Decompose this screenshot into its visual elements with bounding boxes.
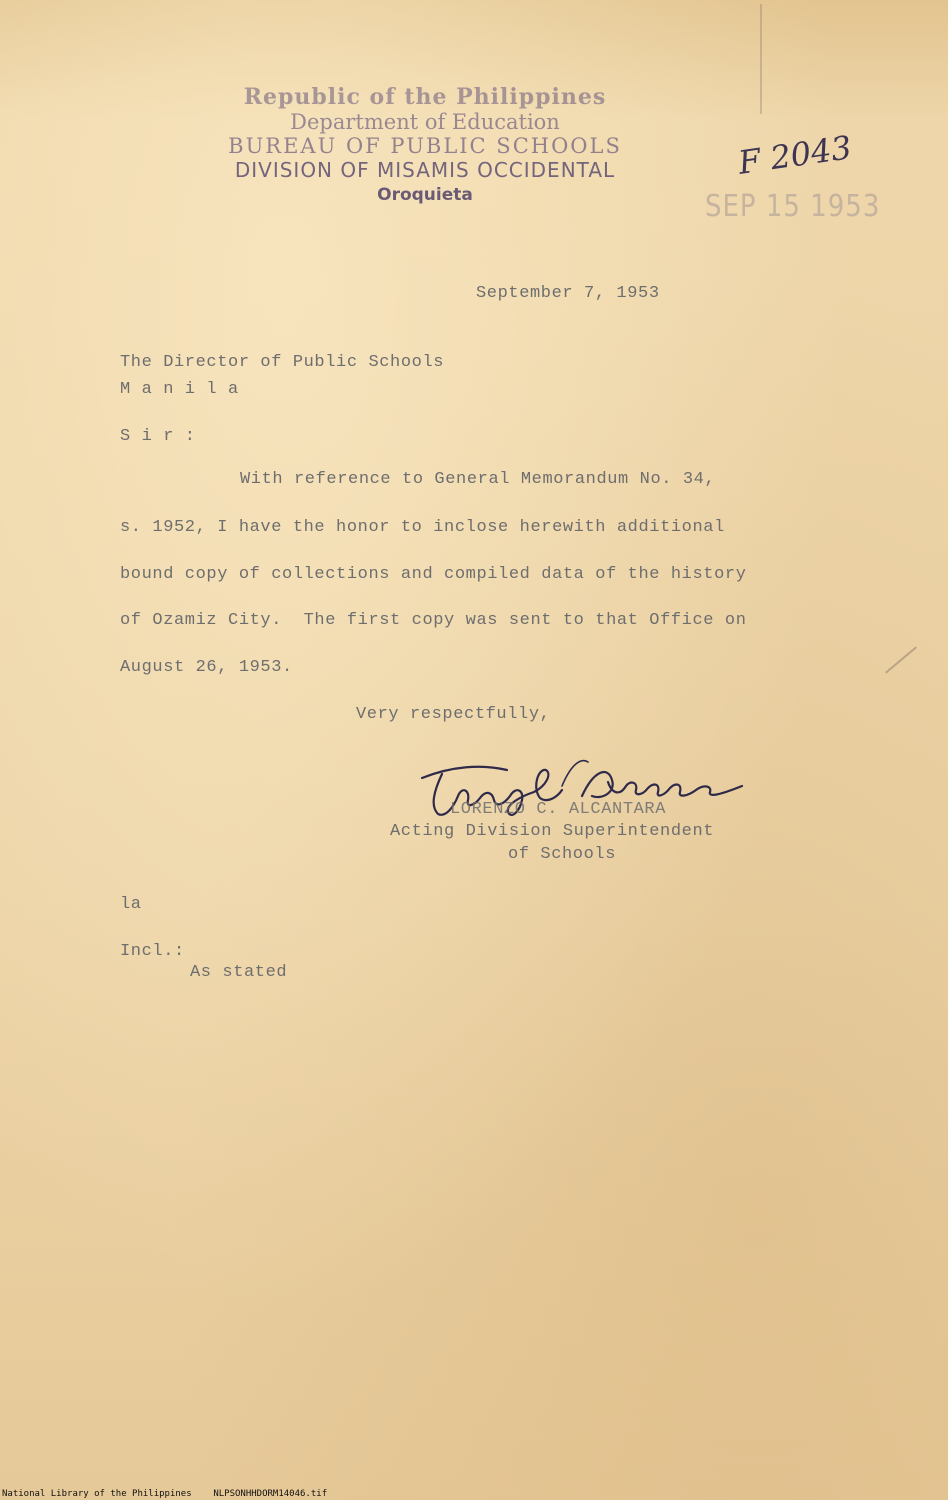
- signer-title-continued: of Schools: [508, 845, 617, 864]
- enclosure-label: Incl.:: [120, 942, 185, 961]
- received-date-stamp: SEP 15 1953: [705, 189, 881, 225]
- addressee-line-1: The Director of Public Schools: [120, 353, 445, 372]
- pencil-mark: [885, 646, 917, 673]
- edge-crease: [760, 4, 762, 114]
- body-line: August 26, 1953.: [120, 658, 293, 677]
- letterhead-city: Oroquieta: [377, 185, 473, 205]
- salutation: S i r :: [120, 427, 196, 446]
- letterhead-bureau: BUREAU OF PUBLIC SCHOOLS: [228, 134, 622, 158]
- letter-date: September 7, 1953: [476, 284, 660, 303]
- letterhead-department: Department of Education: [290, 110, 560, 134]
- complimentary-closing: Very respectfully,: [356, 705, 551, 724]
- body-line: of Ozamiz City. The first copy was sent to that Office on: [120, 611, 747, 630]
- archive-footer: National Library of the Philippines NLPSONHHDORM14046.tif: [2, 1489, 328, 1499]
- body-line: s. 1952, I have the honor to inclose herewith additional: [120, 518, 725, 537]
- letterhead-republic: Republic of the Philippines: [243, 84, 607, 110]
- body-line: With reference to General Memorandum No. 34,: [240, 470, 716, 489]
- addressee-line-2: M a n i l a: [120, 380, 239, 399]
- letterhead-stamp: [180, 84, 670, 208]
- enclosure-value: As stated: [190, 963, 288, 982]
- typist-initials: la: [120, 895, 142, 914]
- signer-title: Acting Division Superintendent: [390, 822, 715, 841]
- letterhead-division: DIVISION OF MISAMIS OCCIDENTAL: [234, 158, 616, 182]
- handwritten-file-note: F 2043: [735, 128, 854, 182]
- body-line: bound copy of collections and compiled data of the history: [120, 565, 747, 584]
- signer-name: LORENZO C. ALCANTARA: [450, 800, 667, 819]
